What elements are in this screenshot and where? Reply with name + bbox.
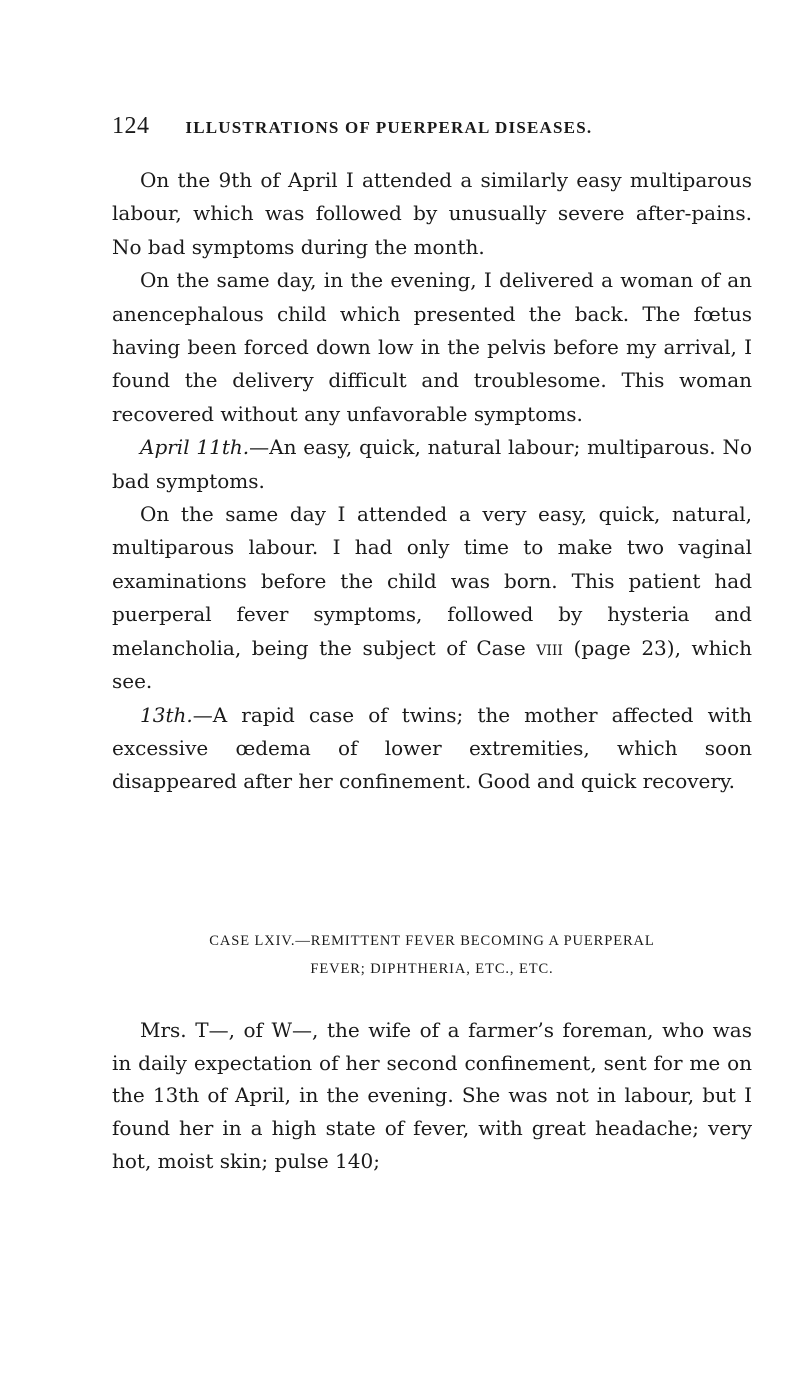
case-reference: viii <box>536 635 563 660</box>
paragraph-april-13-text: —A rapid case of twins; the mother affected with excessive œdema of lower extremities, which soon disappeared after her confinement. Good and quick recovery. <box>112 702 752 794</box>
body-text <box>112 164 752 799</box>
case-heading-line-1: CASE LXIV.—REMITTENT FEVER BECOMING A PUERPERAL <box>209 933 655 949</box>
case-heading-line-2: FEVER; DIPHTHERIA, ETC., ETC. <box>310 961 554 977</box>
running-head <box>112 113 752 143</box>
case-heading <box>112 927 752 983</box>
paragraph-anencephalous: On the same day, in the evening, I delivered a woman of an anencephalous child which presented the back. The fœtus having been forced down low in the pelvis before my arrival, I found the delivery difficult and troublesome. This woman recovered without any unfavorable symptoms. <box>112 268 752 426</box>
case-text <box>112 1014 752 1178</box>
paragraph-april-11-text: —An easy, quick, natural labour; multiparous. No bad symptoms. <box>112 435 752 493</box>
page-number: 124 <box>112 113 150 139</box>
running-title: ILLUSTRATIONS OF PUERPERAL DISEASES. <box>185 118 593 137</box>
date-label-april-11: April 11th. <box>140 435 250 460</box>
paragraph-mrs-t: Mrs. T—, of W—, the wife of a farmer’s foreman, who was in daily expectation of her second confinement, sent for me on the 13th of April, in the evening. She was not in labour, but I found her in a high state of fever, with great headache; very hot, moist skin; pulse 140; <box>112 1018 752 1173</box>
paragraph-same-day-text: On the same day I attended a very easy, quick, natural, multiparous labour. I had only time to make two vaginal examinations before the child was born. This patient had puerperal fever symptoms, followed by hysteria and melancholia, being the subject of Case <box>112 502 752 660</box>
date-label-13th: 13th. <box>140 702 193 727</box>
paragraph-same-day-tail: (page 23), which see. <box>112 635 753 694</box>
paragraph-same-day <box>112 498 752 698</box>
paragraph-april-13 <box>112 699 752 799</box>
paragraph-april-11 <box>112 431 752 498</box>
paragraph-april-9: On the 9th of April I attended a similarly easy multiparous labour, which was followed by unusually severe after-pains. No bad symptoms during the month. <box>112 168 752 259</box>
